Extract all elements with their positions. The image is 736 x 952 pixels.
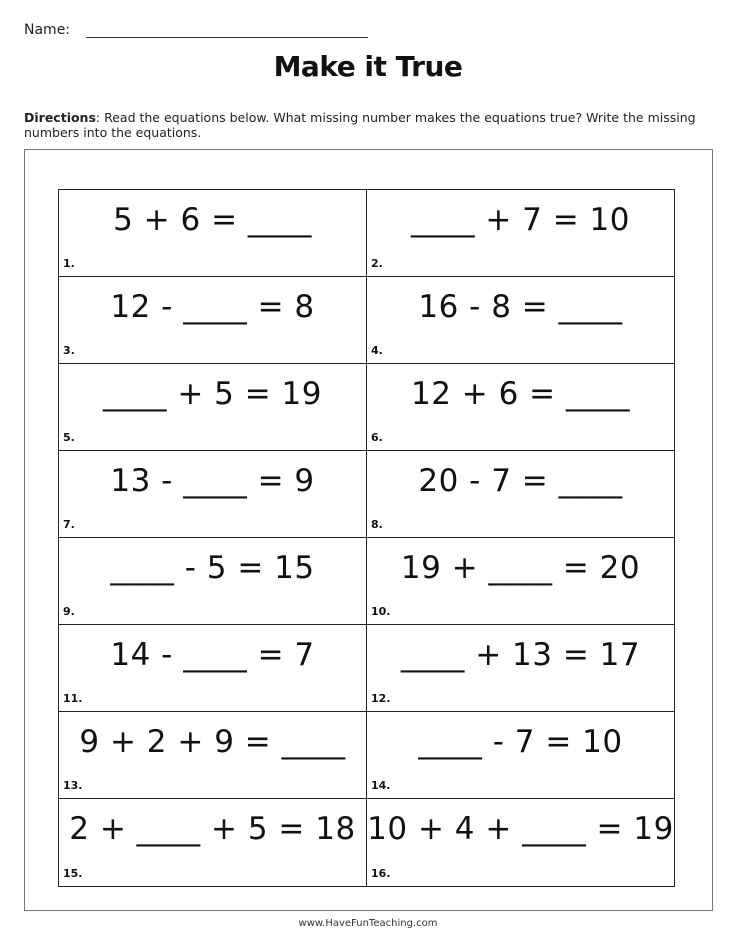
problem-cell[interactable] <box>367 799 674 886</box>
problem-cell[interactable] <box>59 799 367 886</box>
problem-number: 8. <box>371 518 383 531</box>
problem-cell[interactable] <box>59 451 367 538</box>
problem-cell[interactable] <box>59 277 367 364</box>
problem-number: 10. <box>371 605 391 618</box>
problem-cell[interactable] <box>367 538 674 625</box>
equation: 19 + ____ = 20 <box>400 550 641 586</box>
equation: ____ - 7 = 10 <box>418 724 623 760</box>
equation: 10 + 4 + ____ = 19 <box>367 811 674 847</box>
problem-number: 7. <box>63 518 75 531</box>
problem-number: 16. <box>371 867 391 880</box>
equation: 16 - 8 = ____ <box>418 289 623 325</box>
equation: ____ + 5 = 19 <box>102 376 323 412</box>
equation: 14 - ____ = 7 <box>110 637 315 673</box>
problem-cell[interactable] <box>59 625 367 712</box>
problem-number: 13. <box>63 779 83 792</box>
problem-grid <box>58 189 675 887</box>
problem-cell[interactable] <box>59 364 367 451</box>
problem-number: 12. <box>371 692 391 705</box>
directions <box>24 110 704 140</box>
footer-website: www.HaveFunTeaching.com <box>298 918 438 929</box>
equation: ____ + 7 = 10 <box>410 202 631 238</box>
problem-cell[interactable] <box>367 712 674 799</box>
equation: ____ + 13 = 17 <box>400 637 641 673</box>
problem-cell[interactable] <box>59 538 367 625</box>
problem-cell[interactable] <box>367 451 674 538</box>
directions-label: Directions <box>24 110 96 125</box>
equation: 13 - ____ = 9 <box>110 463 315 499</box>
equation: 2 + ____ + 5 = 18 <box>69 811 356 847</box>
equation: 9 + 2 + 9 = ____ <box>79 724 346 760</box>
problem-number: 5. <box>63 431 75 444</box>
name-label: Name: <box>24 22 71 38</box>
problem-cell[interactable] <box>367 364 674 451</box>
problem-number: 6. <box>371 431 383 444</box>
equation: 5 + 6 = ____ <box>113 202 312 238</box>
problem-cell[interactable] <box>367 625 674 712</box>
problem-number: 4. <box>371 344 383 357</box>
problem-number: 11. <box>63 692 83 705</box>
equation: ____ - 5 = 15 <box>110 550 315 586</box>
equation: 12 - ____ = 8 <box>110 289 315 325</box>
problem-number: 1. <box>63 257 75 270</box>
equation: 20 - 7 = ____ <box>418 463 623 499</box>
problem-number: 14. <box>371 779 391 792</box>
problem-number: 9. <box>63 605 75 618</box>
problem-number: 15. <box>63 867 83 880</box>
problem-cell[interactable] <box>59 712 367 799</box>
problem-number: 2. <box>371 257 383 270</box>
page-title: Make it True <box>273 50 463 83</box>
problem-cell[interactable] <box>59 190 367 277</box>
problem-cell[interactable] <box>367 190 674 277</box>
problem-cell[interactable] <box>367 277 674 364</box>
problem-number: 3. <box>63 344 75 357</box>
name-field[interactable] <box>86 37 368 38</box>
directions-text: : Read the equations below. What missing number makes the equations true? Write the missing numbers into the equations. <box>24 110 696 140</box>
equation: 12 + 6 = ____ <box>410 376 631 412</box>
